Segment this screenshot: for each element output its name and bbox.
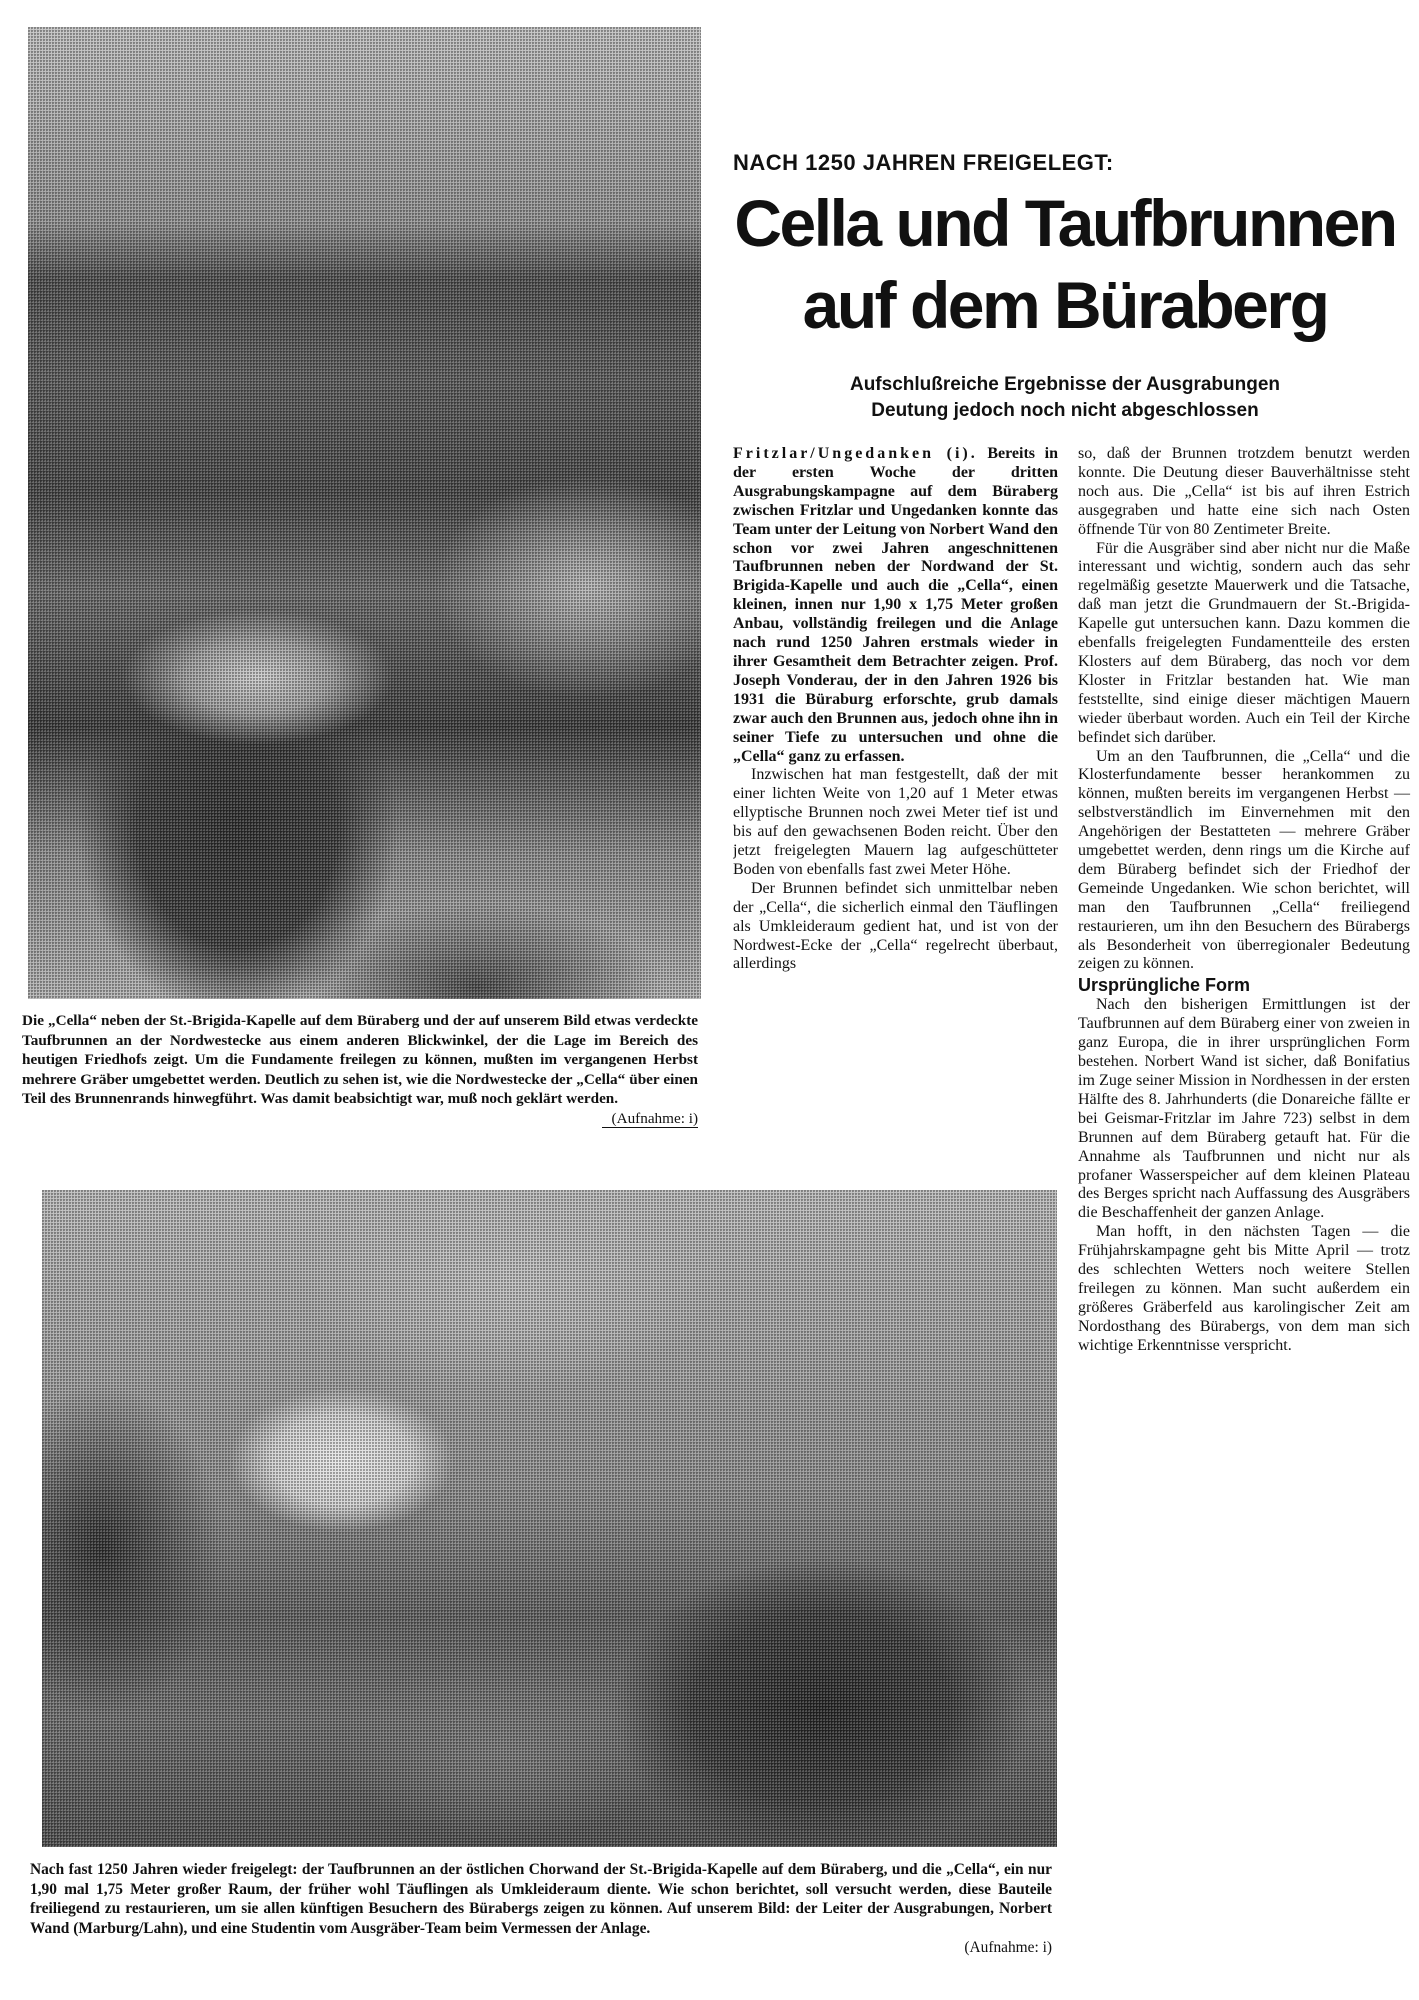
body-paragraph: Nach den bisherigen Ermittlungen ist der Taufbrunnen auf dem Büraberg einer von zweien in ganz Europa, die in ihrer ursprünglichen Form bestehen. Norbert Wand ist sicher, daß Bonifatius im Zuge seiner Mission in Nordhessen in der ersten Hälfte des 8. Jahrhunderts (die Donareiche fällte er bei Geismar-Fritzlar im Jahre 723) selbst in dem Brunnen auf dem Büraberg getauft hat. Für die Annahme als Taufbrunnen und nicht nur als profaner Wasserspeicher auf dem kleinen Plateau des Berges spricht nach Auffassung des Ausgräbers die Beschaffenheit der ganzen Anlage.	[1078, 996, 1410, 1222]
excavation-taufbrunnen-photo	[42, 1190, 1057, 1847]
photo-caption-1	[22, 1011, 698, 1128]
lead-paragraph	[733, 445, 1058, 766]
caption-text: Nach fast 1250 Jahren wieder freigelegt: der Taufbrunnen an der östlichen Chorwand der St.-Brigida-Kapelle auf dem Büraberg, und die „Cella“, ein nur 1,90 mal 1,75 Meter großer Raum, der früher wohl Täuflingen als Umkleideraum diente. Wie schon berichtet, soll versucht werden, diese Bauteile freiliegend zu restaurieren, um sie allen künftigen Besuchern des Bürabergs zeigen zu können. Auf unserem Bild: der Leiter der Ausgrabungen, Norbert Wand (Marburg/Lahn), und eine Studentin vom Ausgräber-Team beim Vermessen der Anlage.	[30, 1861, 1052, 1937]
subheading: Ursprüngliche Form	[1078, 975, 1251, 996]
body-paragraph: Man hofft, in den nächsten Tagen — die Frühjahrskampagne geht bis Mitte April — trotz des schlechten Wetters noch weitere Stellen freilegen zu können. Man sucht außerdem ein größeres Gräberfeld aus karolingischer Zeit am Nordosthang des Bürabergs, von dem man sich wichtige Erkenntnisse verspricht.	[1078, 1223, 1410, 1354]
headline-line-1: Cella und Taufbrunnen	[734, 186, 1396, 260]
headline-line-2: auf dem Büraberg	[802, 268, 1328, 342]
photo-caption-2	[30, 1860, 1052, 1958]
photo-credit-text: (Aufnahme: i)	[602, 1110, 698, 1128]
lead-text: Bereits in der ersten Woche der dritten Ausgrabungskampagne auf dem Büraberg zwischen Fritzlar und Ungedanken konnte das Team unter der Leitung von Norbert Wand den schon vor zwei Jahren angeschnittenen Taufbrunnen neben der Nordwand der St. Brigida-Kapelle und auch die „Cella“, einen kleinen, innen nur 1,90 x 1,75 Meter großen Anbau, vollständig freilegen und die Anlage nach rund 1250 Jahren erstmals wieder in ihrer Gesamtheit dem Betrachter zeigen. Prof. Joseph Vonderau, der in den Jahren 1926 bis 1931 die Büraburg erforschte, grub damals zwar auch den Brunnen aus, jedoch ohne ihn in seiner Tiefe zu untersuchen und ohne die „Cella“ ganz zu erfassen.	[733, 445, 1058, 765]
deck-line-2: Deutung jedoch noch nicht abgeschlossen	[871, 400, 1259, 421]
body-paragraph: Der Brunnen befindet sich unmittelbar neben der „Cella“, die sicherlich einmal den Täuflingen als Umkleideraum gedient hat, und ist von der Nordwest-Ecke der „Cella“ regelrecht überbaut, allerdings	[733, 879, 1058, 973]
photo-credit: (Aufnahme: i)	[964, 1939, 1052, 1956]
dateline: Fritzlar/Ungedanken (i).	[733, 445, 978, 462]
body-paragraph: so, daß der Brunnen trotzdem benutzt werden konnte. Die Deutung dieser Bauverhältnisse steht noch aus. Die „Cella“ ist bis auf ihren Estrich ausgegraben und hatte eine sich nach Osten öffnende Tür von 80 Zentimeter Breite.	[1078, 445, 1410, 538]
photo-credit	[22, 1109, 698, 1129]
body-paragraph: Für die Ausgräber sind aber nicht nur die Maße interessant und wichtig, sondern auch das sehr regelmäßig gesetzte Mauerwerk und die Tatsache, daß man jetzt die Grundmauern der St.-Brigida-Kapelle gut untersuchen kann. Dazu kommen die ebenfalls freigelegten Fundamentteile des ersten Klosters auf dem Büraberg, das noch vor dem Kloster in Fritzlar bestanden hat. Wie man feststellte, sind einige dieser mächtigen Mauern wieder überbaut worden. Auch ein Teil der Kirche befindet sich darüber.	[1078, 539, 1410, 746]
excavation-cella-photo	[28, 27, 701, 999]
kicker: NACH 1250 JAHREN FREIGELEGT:	[733, 150, 1114, 175]
article-column-1	[733, 445, 1058, 1180]
caption-text: Die „Cella“ neben der St.-Brigida-Kapelle auf dem Büraberg und der auf unserem Bild etwas verdeckte Taufbrunnen an der Nordwestecke aus einem anderen Blickwinkel, der die Lage im Bereich des heutigen Friedhofs zeigt. Um die Fundamente freilegen zu können, mußten im vergangenen Herbst mehrere Gräber umgebettet werden. Deutlich zu sehen ist, wie die Nordwestecke der „Cella“ über einen Teil des Brunnenrands hinwegführt. Was damit beabsichtigt war, muß noch geklärt werden.	[22, 1012, 698, 1107]
article-column-2	[1078, 445, 1410, 1356]
body-paragraph: Inzwischen hat man festgestellt, daß der mit einer lichten Weite von 1,20 auf 1 Meter etwas ellyptische Brunnen noch zwei Meter tief ist und bis auf den gewachsenen Boden reicht. Über den jetzt freigelegten Mauern lag aufgeschütteter Boden von ebenfalls fast zwei Meter Höhe.	[733, 766, 1058, 878]
body-paragraph: Um an den Taufbrunnen, die „Cella“ und die Klosterfundamente besser herankommen zu können, mußten bereits im vergangenen Herbst — selbstverständlich im Einvernehmen mit den Angehörigen der Bestatteten — mehrere Gräber umgebettet werden, denn rings um die Kirche auf dem Büraberg befindet sich der Friedhof der Gemeinde Ungedanken. Wie schon berichtet, will man den Taufbrunnen „Cella“ freiliegend restaurieren, um ihn den Besuchern des Bürabergs als Besonderheit von überregionaler Bedeutung zeigen zu können.	[1078, 747, 1410, 973]
deck	[720, 372, 1410, 424]
headline	[715, 182, 1415, 346]
deck-line-1: Aufschlußreiche Ergebnisse der Ausgrabungen	[849, 374, 1281, 395]
